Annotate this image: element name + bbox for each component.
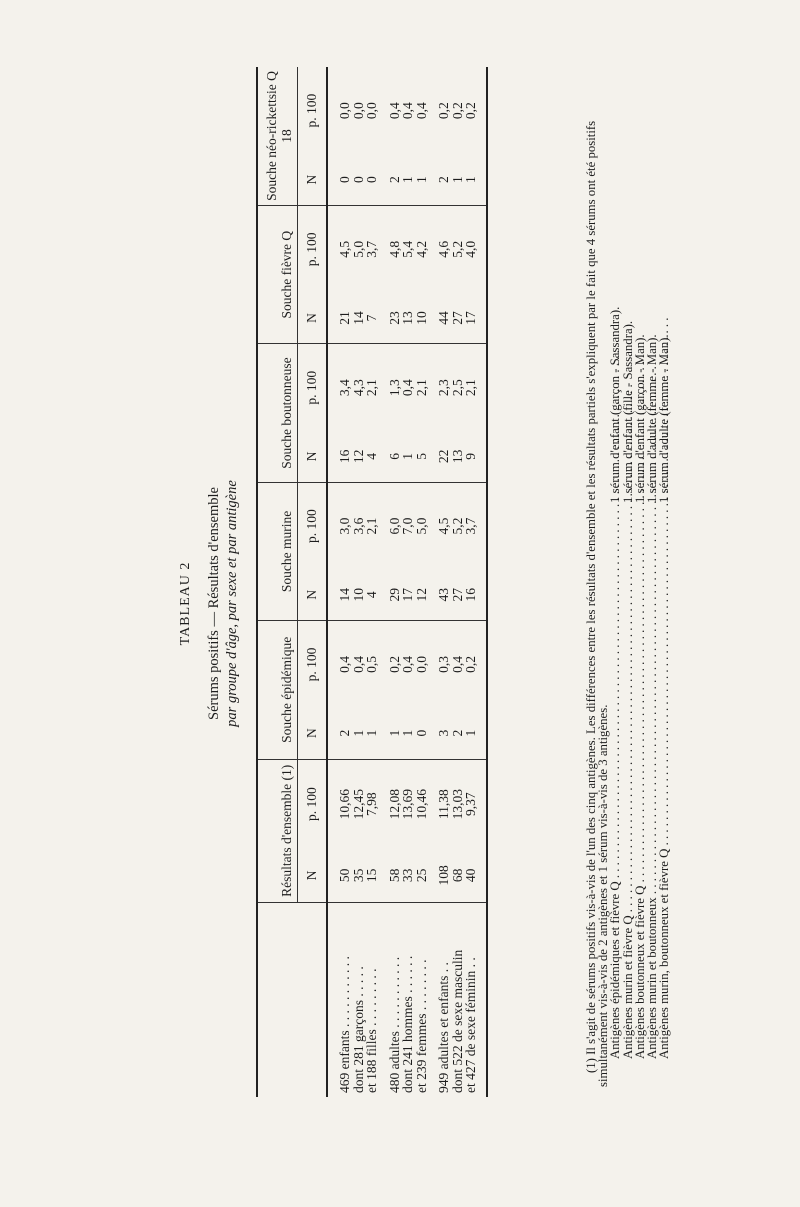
cell-n: 1 xyxy=(464,708,487,759)
col-p100-header: p. 100 xyxy=(298,67,328,154)
cell-n: 58 xyxy=(388,849,402,903)
cell-p100: 0,2 xyxy=(449,102,465,120)
cell-p100: 12,45 xyxy=(350,788,366,820)
cell-n: 1 xyxy=(352,708,366,759)
cell-p100: 4,5 xyxy=(436,517,451,535)
cell-p100: 0,4 xyxy=(337,656,352,673)
cell-p100: 0,3 xyxy=(436,656,451,673)
cell-n: 27 xyxy=(451,293,465,344)
row-label: dont 241 hommes . . . . . . xyxy=(400,955,415,1093)
row-spacer xyxy=(379,67,388,1097)
cell-n: 27 xyxy=(451,569,465,620)
cell-n: 4 xyxy=(365,569,379,620)
table-row xyxy=(415,67,429,1097)
col-p100-header: p. 100 xyxy=(298,205,328,292)
row-label: 949 adultes et enfants . . xyxy=(436,962,451,1093)
header-fievre-q: Souche fièvre Q xyxy=(257,205,298,343)
cell-p100: 10,66 xyxy=(337,788,352,820)
cell-p100: 0,2 xyxy=(464,67,487,154)
cell-p100: 0,2 xyxy=(436,102,451,120)
cell-p100: 3,6 xyxy=(350,517,366,535)
cell-n: 4 xyxy=(365,431,379,482)
footnote-item-antigens: Antigènes murin et boutonneux . . . xyxy=(646,509,658,1059)
cell-n: 17 xyxy=(401,569,415,620)
cell-p100: 2,3 xyxy=(436,379,451,397)
cell-p100: 0,4 xyxy=(386,102,402,120)
footnote-item xyxy=(658,87,670,1087)
cell-n: 35 xyxy=(352,849,366,903)
cell-n: 33 xyxy=(401,849,415,903)
cell-p100: 0,5 xyxy=(364,656,379,673)
table-title: Sérums positifs — Résultats d'ensemble xyxy=(206,487,222,720)
cell-p100: 6,0 xyxy=(386,517,402,535)
cell-n: 15 xyxy=(365,849,379,903)
header-murine: Souche murine xyxy=(257,482,298,620)
cell-p100: 0,0 xyxy=(350,102,366,120)
cell-p100: 0,4 xyxy=(350,656,366,673)
footnote-item xyxy=(622,87,634,1087)
cell-p100: 1,3 xyxy=(386,379,402,397)
row-label: et 188 filles . . . . . . . . . xyxy=(364,968,379,1093)
table-row xyxy=(401,67,415,1097)
cell-n: 5 xyxy=(415,431,429,482)
cell-n: 6 xyxy=(388,431,402,482)
cell-p100: 4,5 xyxy=(337,240,352,258)
cell-n: 1 xyxy=(401,154,415,205)
cell-p100: 5,2 xyxy=(449,517,465,535)
cell-p100: 4,3 xyxy=(350,379,366,397)
cell-n: 25 xyxy=(415,849,429,903)
cell-p100: 4,6 xyxy=(436,240,451,258)
row-label: dont 281 garçons . . . . . xyxy=(350,966,366,1093)
table-subtitle: par groupe d'âge, par sexe et par antigène xyxy=(224,480,240,727)
table-body xyxy=(327,67,487,1097)
cell-p100: 4,8 xyxy=(386,240,402,258)
cell-n: 7 xyxy=(365,293,379,344)
cell-n: 0 xyxy=(352,154,366,205)
cell-n: 3 xyxy=(437,708,451,759)
cell-n: 2 xyxy=(327,708,352,759)
cell-n: 0 xyxy=(365,154,379,205)
cell-p100: 13,03 xyxy=(449,788,465,820)
cell-n: 1 xyxy=(365,708,379,759)
col-n-header: N xyxy=(298,849,328,903)
footnote-lead: (1) Il s'agit de sérums positifs vis-à-vis de l'un des cinq antigènes. Les différences entre les résultats d'ensemble et les résultats partiels s'expliquent par le fait que 4 sérums ont été positifs simultanément vis-à-vis de 2 antigènes et 1 sérum vis-à-vis de 3 antigènes. xyxy=(584,120,611,1087)
col-p100-header: p. 100 xyxy=(298,621,328,708)
cell-n: 108 xyxy=(437,849,451,903)
row-label: 480 adultes . . . . . . . . . . . xyxy=(386,956,402,1093)
footnote-item-serum: 1 sérum d'enfant (garçon - Sassandra). xyxy=(608,306,623,503)
cell-p100: 9,37 xyxy=(464,759,487,849)
cell-n: 1 xyxy=(464,154,487,205)
col-p100-header: p. 100 xyxy=(298,344,328,431)
header-ensemble: Résultats d'ensemble (1) xyxy=(257,759,298,903)
cell-p100: 11,38 xyxy=(436,789,451,820)
cell-n: 0 xyxy=(415,708,429,759)
row-label: et 239 femmes . . . . . . . . xyxy=(413,959,429,1093)
footnote-item xyxy=(609,87,621,1087)
cell-p100: 0,4 xyxy=(400,379,415,397)
row-spacer xyxy=(428,67,437,1097)
cell-p100: 2,1 xyxy=(413,379,429,397)
cell-n: 1 xyxy=(401,708,415,759)
cell-n: 1 xyxy=(451,154,465,205)
cell-n: 13 xyxy=(451,431,465,482)
cell-p100: 2,5 xyxy=(449,379,465,397)
cell-n: 9 xyxy=(464,431,487,482)
cell-n: 21 xyxy=(327,293,352,344)
col-n-header: N xyxy=(298,569,328,620)
cell-p100: 0,4 xyxy=(413,102,429,120)
row-label: 469 enfants . . . . . . . . . . . xyxy=(337,956,352,1093)
cell-p100: 0,0 xyxy=(364,102,379,120)
cell-n: 10 xyxy=(415,293,429,344)
cell-p100: 0,4 xyxy=(400,102,415,120)
cell-n: 13 xyxy=(401,293,415,344)
col-n-header: N xyxy=(298,708,328,759)
cell-n: 2 xyxy=(388,154,402,205)
footnote-item-antigens: Antigènes murin, boutonneux et fièvre Q . . . xyxy=(658,509,670,1059)
cell-p100: 10,46 xyxy=(413,788,429,820)
cell-p100: 0,2 xyxy=(464,621,487,708)
table-row xyxy=(352,67,366,1097)
cell-p100: 7,98 xyxy=(364,792,379,816)
table-row xyxy=(437,67,451,1097)
header-neorickettsie: Souche néo-rickettsie Q 18 xyxy=(257,67,298,205)
table-row xyxy=(365,67,379,1097)
results-table xyxy=(256,67,488,1097)
row-label: et 427 de sexe féminin . . xyxy=(464,903,487,1097)
cell-n: 2 xyxy=(437,154,451,205)
cell-p100: 3,4 xyxy=(337,379,352,397)
col-n-header: N xyxy=(298,293,328,344)
cell-n: 1 xyxy=(415,154,429,205)
cell-n: 17 xyxy=(464,293,487,344)
col-n-header: N xyxy=(298,431,328,482)
footnote-item-serum: 1 sérum d'adulte (femme - Man). xyxy=(645,334,660,503)
row-label: dont 522 de sexe masculin xyxy=(449,949,465,1093)
cell-p100: 3,7 xyxy=(364,240,379,258)
cell-p100: 0,2 xyxy=(386,656,402,673)
cell-p100: 3,0 xyxy=(337,517,352,535)
header-epidemique: Souche épidémique xyxy=(257,621,298,759)
row-label-header xyxy=(257,903,327,1097)
cell-n: 23 xyxy=(388,293,402,344)
cell-p100: 5,0 xyxy=(350,240,366,258)
cell-n: 43 xyxy=(437,569,451,620)
cell-n: 16 xyxy=(464,569,487,620)
cell-p100: 5,4 xyxy=(400,240,415,258)
cell-p100: 2,1 xyxy=(364,379,379,397)
cell-n: 29 xyxy=(388,569,402,620)
cell-p100: 0,0 xyxy=(337,102,352,120)
cell-p100: 3,7 xyxy=(464,482,487,569)
footnote-item-antigens: Antigènes épidémiques et fièvre Q . . . xyxy=(609,509,621,1059)
cell-p100: 2,1 xyxy=(464,344,487,431)
cell-p100: 12,08 xyxy=(386,788,402,820)
header-boutonneuse: Souche boutonneuse xyxy=(257,344,298,482)
cell-n: 12 xyxy=(415,569,429,620)
cell-n: 14 xyxy=(327,569,352,620)
cell-p100: 4,2 xyxy=(413,240,429,258)
col-n-header: N xyxy=(298,154,328,205)
cell-n: 50 xyxy=(327,849,352,903)
cell-n: 1 xyxy=(401,431,415,482)
cell-p100: 5,0 xyxy=(413,517,429,535)
col-p100-header: p. 100 xyxy=(298,759,328,849)
cell-p100: 4,0 xyxy=(464,205,487,292)
footnote-item-antigens: Antigènes boutonneux et fièvre Q . . . xyxy=(634,509,646,1059)
cell-n: 68 xyxy=(451,849,465,903)
cell-n: 44 xyxy=(437,293,451,344)
cell-p100: 0,4 xyxy=(449,656,465,673)
col-p100-header: p. 100 xyxy=(298,482,328,569)
table-row xyxy=(451,67,465,1097)
cell-n: 16 xyxy=(327,431,352,482)
table-row xyxy=(464,67,487,1097)
footnote-items xyxy=(609,87,670,1087)
cell-n: 0 xyxy=(327,154,352,205)
footnote-item-serum: 1 sérum d'enfant (garçon - Man). xyxy=(632,334,647,503)
footnote-item-serum: 1 sérum d'adulte (femme - Man). xyxy=(657,334,672,503)
cell-n: 1 xyxy=(388,708,402,759)
cell-p100: 0,4 xyxy=(400,656,415,673)
cell-n: 14 xyxy=(352,293,366,344)
cell-n: 22 xyxy=(437,431,451,482)
cell-n: 40 xyxy=(464,849,487,903)
cell-p100: 7,0 xyxy=(400,517,415,535)
cell-p100: 13,69 xyxy=(400,788,415,820)
table-row xyxy=(388,67,402,1097)
footnote-item-serum: 1 sérum d'enfant (fille - Sassandra). xyxy=(620,320,635,503)
table-row xyxy=(327,67,352,1097)
cell-n: 12 xyxy=(352,431,366,482)
footnote-item-antigens: Antigènes murin et fièvre Q . . . xyxy=(622,509,634,1059)
cell-n: 2 xyxy=(451,708,465,759)
cell-p100: 0,0 xyxy=(413,656,429,673)
cell-p100: 5,2 xyxy=(449,240,465,258)
table-number: TABLEAU 2 xyxy=(178,561,193,646)
footnote xyxy=(585,87,670,1087)
cell-n: 10 xyxy=(352,569,366,620)
cell-p100: 2,1 xyxy=(364,517,379,535)
